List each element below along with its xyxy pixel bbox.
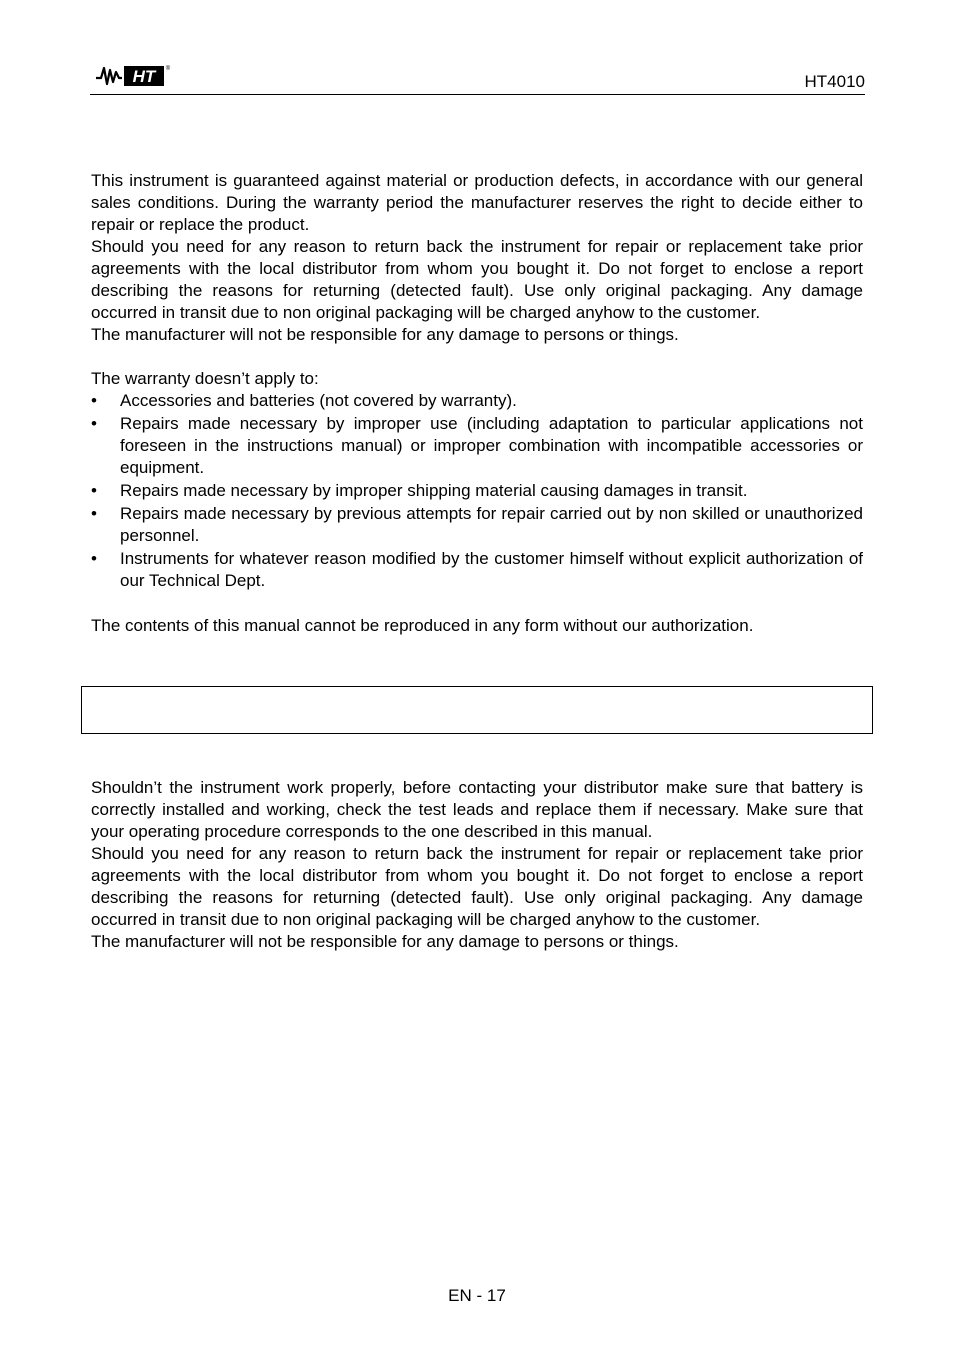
bullet-icon: • [91, 481, 97, 500]
bullet-icon: • [91, 391, 97, 410]
list-item: • Repairs made necessary by previous attempts for repair carried out by non skilled or unauthorized personnel. [91, 504, 863, 545]
copyright-note: The contents of this manual cannot be reproduced in any form without our authorization. [91, 616, 754, 635]
service-liability-paragraph: The manufacturer will not be responsible for any damage to persons or things. [91, 932, 679, 951]
bullet-icon: • [91, 504, 97, 523]
service-paragraph: Shouldn’t the instrument work properly, before contacting your distributor make sure that battery is correctly installed and working, check the test leads and replace them if necessary. Make sure that your operating procedure corresponds to the one described in this manual. [91, 778, 863, 841]
ht-logo [92, 62, 172, 90]
bullet-icon: • [91, 549, 97, 568]
page-header [90, 60, 865, 95]
warranty-section [91, 170, 863, 637]
warranty-exclusions-list [91, 390, 863, 592]
bullet-icon: • [91, 414, 97, 433]
warranty-exclusions-intro: The warranty doesn’t apply to: [91, 369, 319, 388]
logo-text: HT [132, 67, 156, 86]
section-heading-box [81, 686, 873, 734]
liability-paragraph: The manufacturer will not be responsible for any damage to persons or things. [91, 325, 679, 344]
logo-registered-mark: ® [165, 66, 171, 72]
list-item: • Accessories and batteries (not covered by warranty). [91, 391, 517, 410]
list-item: • Repairs made necessary by improper shipping material causing damages in transit. [91, 481, 748, 500]
return-paragraph: Should you need for any reason to return back the instrument for repair or replacement take prior agreements with the local distributor from whom you bought it. Do not forget to enclose a report describing the reasons for returning (detected fault). Use only original packaging. Any damage occurred in transit due to non original packaging will be charged anyhow to the customer. [91, 237, 863, 322]
page-number: EN - 17 [448, 1286, 506, 1305]
model-number: HT4010 [804, 72, 865, 91]
list-item: • Repairs made necessary by improper use (including adaptation to particular applications not foreseen in the instructions manual) or improper combination with incompatible accessories or equipment. [91, 414, 863, 477]
list-item: • Instruments for whatever reason modified by the customer himself without explicit authorization of our Technical Dept. [91, 549, 863, 590]
warranty-paragraph: This instrument is guaranteed against material or production defects, in accordance with our general sales conditions. During the warranty period the manufacturer reserves the right to decide either to repair or replace the product. [91, 171, 863, 234]
service-section [91, 777, 863, 953]
service-return-paragraph: Should you need for any reason to return back the instrument for repair or replacement take prior agreements with the local distributor from whom you bought it. Do not forget to enclose a report describing the reasons for returning (detected fault). Use only original packaging. Any damage occurred in transit due to non original packaging will be charged anyhow to the customer. [91, 844, 863, 929]
